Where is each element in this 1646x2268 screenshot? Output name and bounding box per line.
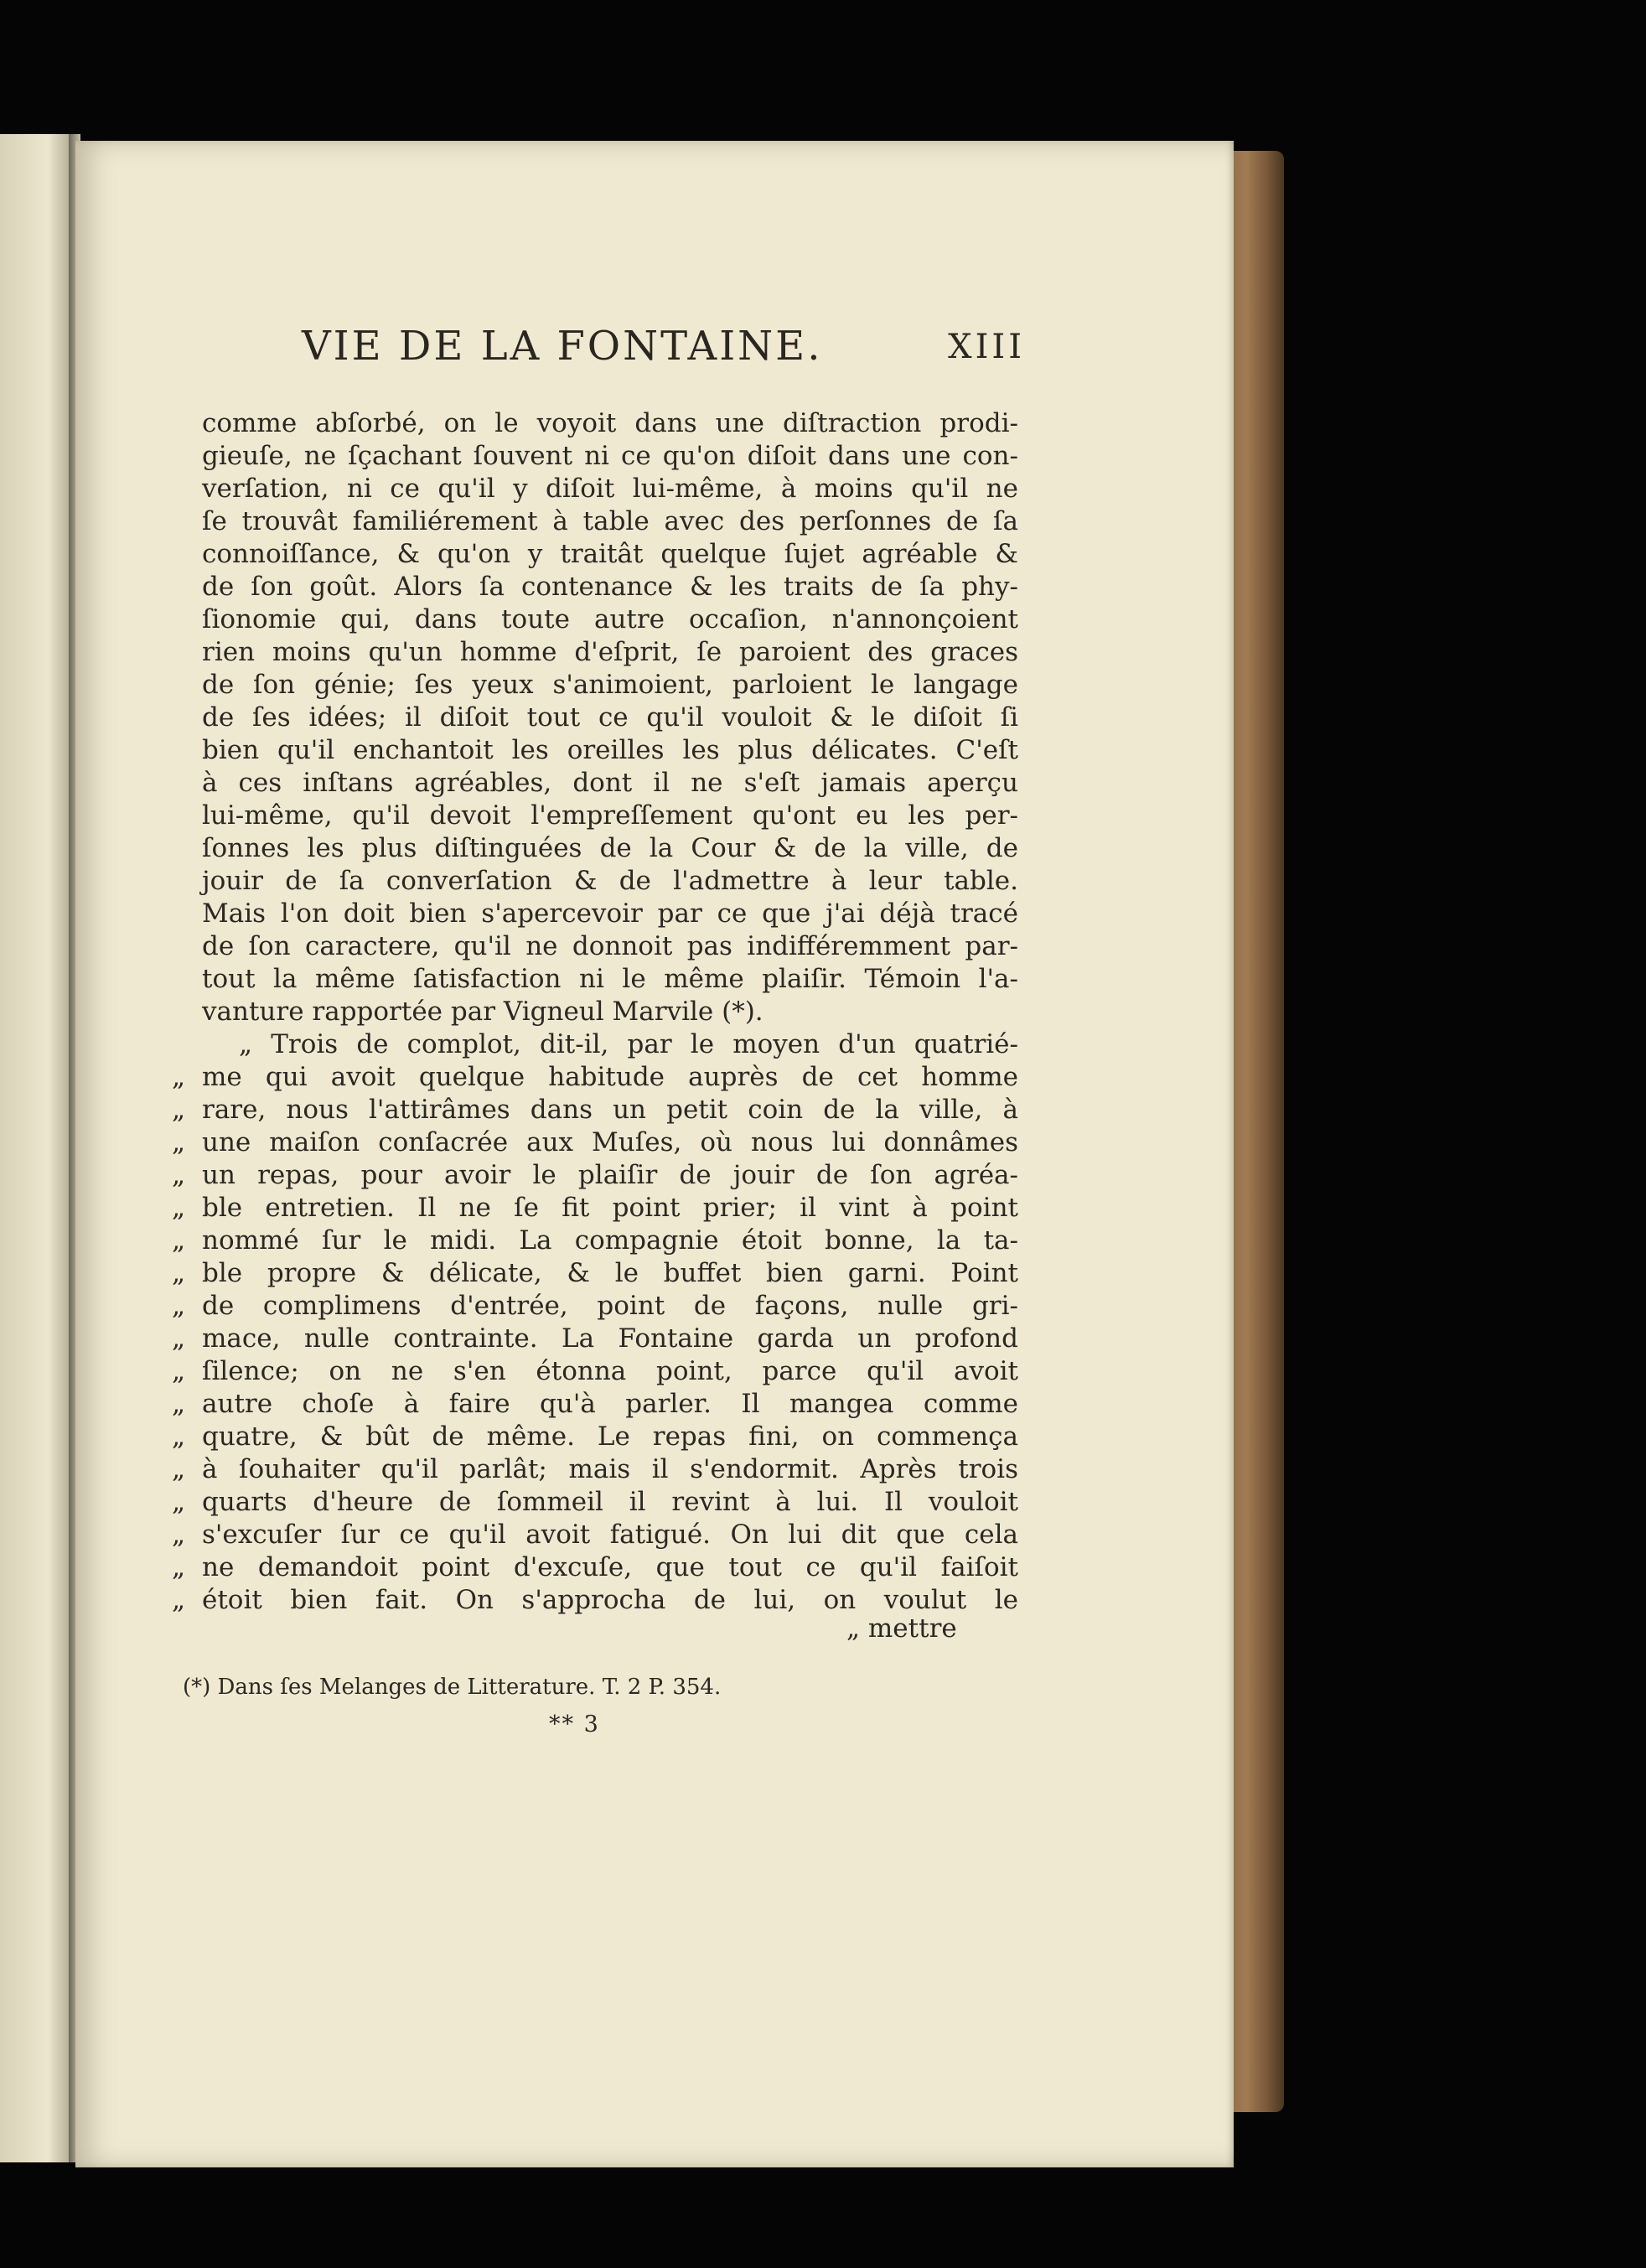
line-text: lui-même, qu'il devoit l'empreſſement qu'ont eu les per- — [202, 800, 1018, 831]
footnote: (*) Dans ſes Melanges de Litterature. T. 2 P. 354. — [183, 1675, 722, 1700]
line-text: de complimens d'entrée, point de façons, nulle gri- — [202, 1291, 1018, 1321]
text-line — [172, 1225, 1018, 1257]
quote-mark — [172, 571, 202, 603]
line-text: de ſon goût. Alors ſa contenance & les traits de ſa phy- — [202, 572, 1018, 602]
quote-mark: „ — [172, 1095, 186, 1125]
text-line — [172, 1126, 1018, 1159]
line-text: Mais l'on doit bien s'apercevoir par ce que j'ai déjà tracé — [202, 898, 1018, 929]
quote-mark: „ — [172, 1421, 186, 1452]
text-line — [172, 767, 1018, 800]
book-cover-edge — [1225, 151, 1284, 2112]
text-line — [172, 963, 1018, 996]
line-text: verſation, ni ce qu'il y diſoit lui-même, à moins qu'il ne — [202, 474, 1018, 504]
quote-mark — [172, 473, 202, 505]
quote-mark — [172, 767, 202, 800]
text-line — [172, 1257, 1018, 1290]
facing-page-edge — [0, 134, 69, 2162]
quote-mark — [172, 734, 202, 767]
text-line — [172, 1323, 1018, 1355]
text-line — [172, 603, 1018, 636]
quote-mark: „ — [172, 1356, 186, 1386]
line-text: de ſon génie; ſes yeux s'animoient, parloient le langage — [202, 670, 1018, 700]
line-text: ſionomie qui, dans toute autre occaſion, n'annonçoient — [202, 604, 1018, 634]
line-text: rare, nous l'attirâmes dans un petit coin de la ville, à — [202, 1095, 1018, 1125]
text-line — [172, 1192, 1018, 1225]
line-text: une maiſon conſacrée aux Muſes, où nous lui donnâmes — [202, 1127, 1018, 1157]
quote-mark: „ — [172, 1552, 186, 1582]
signature-mark: ** 3 — [549, 1711, 600, 1737]
quote-mark — [172, 636, 202, 669]
line-text: quatre, & bût de même. Le repas fini, on commença — [202, 1421, 1018, 1452]
quote-mark: „ — [172, 1258, 186, 1288]
text-line — [172, 440, 1018, 473]
line-text: de ſes idées; il diſoit tout ce qu'il vouloit & le diſoit ſi — [202, 702, 1018, 733]
text-line — [172, 1355, 1018, 1388]
text-line — [172, 865, 1018, 898]
quote-mark: „ — [172, 1225, 186, 1256]
quote-mark — [172, 407, 202, 440]
quote-mark: „ — [172, 1454, 186, 1484]
text-line — [172, 1486, 1018, 1519]
line-text: s'excuſer ſur ce qu'il avoit fatigué. On lui dit que cela — [202, 1520, 1018, 1550]
quote-mark: „ — [172, 1487, 186, 1517]
line-text: me qui avoit quelque habitude auprès de cet homme — [202, 1062, 1018, 1092]
line-text: bien qu'il enchantoit les oreilles les plus délicates. C'eſt — [202, 735, 1018, 765]
quote-mark: „ — [172, 1389, 186, 1419]
line-text: étoit bien fait. On s'approcha de lui, on voulut le — [202, 1585, 1018, 1615]
line-text: tout la même ſatisfaction ni le même plaiſir. Témoin l'a- — [202, 964, 1018, 994]
text-line — [172, 1290, 1018, 1323]
text-line — [172, 832, 1018, 865]
quote-mark — [172, 898, 202, 930]
line-text: à ſouhaiter qu'il parlât; mais il s'endormit. Après trois — [202, 1454, 1018, 1484]
quote-mark — [172, 963, 202, 996]
quote-mark: „ — [172, 1160, 186, 1190]
text-line — [172, 1094, 1018, 1126]
text-line — [172, 1453, 1018, 1486]
catchword: „ mettre — [846, 1613, 957, 1644]
text-line — [172, 702, 1018, 734]
quote-mark: „ — [172, 1193, 186, 1223]
line-text: ſilence; on ne s'en étonna point, parce qu'il avoit — [202, 1356, 1018, 1386]
quote-mark: „ — [172, 1291, 186, 1321]
quote-mark — [172, 1028, 202, 1061]
quote-mark — [172, 865, 202, 898]
quote-mark — [172, 930, 202, 963]
text-line — [172, 407, 1018, 440]
quote-mark — [172, 440, 202, 473]
text-line — [172, 996, 1018, 1028]
quote-mark: „ — [172, 1520, 186, 1550]
text-line — [172, 505, 1018, 538]
line-text: ble entretien. Il ne ſe fit point prier; il vint à point — [202, 1193, 1018, 1223]
line-text: de ſon caractere, qu'il ne donnoit pas indifféremment par- — [202, 931, 1018, 961]
line-text: rien moins qu'un homme d'eſprit, ſe paroient des graces — [202, 637, 1018, 667]
quote-mark — [172, 832, 202, 865]
quote-mark: „ — [172, 1323, 186, 1354]
text-line — [172, 1159, 1018, 1192]
quote-mark — [172, 603, 202, 636]
quote-mark: „ — [172, 1585, 186, 1615]
text-line — [172, 1551, 1018, 1584]
text-line — [172, 734, 1018, 767]
line-text: connoiſſance, & qu'on y traitât quelque ſujet agréable & — [202, 539, 1018, 569]
quote-mark: „ — [172, 1127, 186, 1157]
line-text: ble propre & délicate, & le buffet bien garni. Point — [202, 1258, 1018, 1288]
page-number: XIII — [948, 328, 1025, 366]
quote-mark — [172, 800, 202, 832]
quote-mark — [172, 702, 202, 734]
text-line — [172, 538, 1018, 571]
line-text: quarts d'heure de ſommeil il revint à lui. Il vouloit — [202, 1487, 1018, 1517]
text-line — [172, 1584, 1018, 1617]
line-text: à ces inſtans agréables, dont il ne s'eſt jamais aperçu — [202, 768, 1018, 798]
text-line — [172, 473, 1018, 505]
quote-mark — [172, 538, 202, 571]
text-line — [172, 1028, 1018, 1061]
line-text: gieuſe, ne ſçachant ſouvent ni ce qu'on diſoit dans une con- — [202, 441, 1018, 471]
line-text: ſonnes les plus diſtinguées de la Cour & de la ville, de — [202, 833, 1018, 863]
running-title: VIE DE LA FONTAINE. — [302, 323, 823, 370]
text-line — [172, 930, 1018, 963]
text-line — [172, 1421, 1018, 1453]
line-text: ſe trouvât familiérement à table avec des perſonnes de ſa — [202, 506, 1018, 536]
line-text: autre choſe à faire qu'à parler. Il mangea comme — [202, 1389, 1018, 1419]
text-line — [172, 1388, 1018, 1421]
quote-mark — [172, 505, 202, 538]
quote-mark: „ — [172, 1062, 186, 1092]
text-line — [172, 571, 1018, 603]
text-line — [172, 636, 1018, 669]
quote-mark — [172, 996, 202, 1028]
text-line — [172, 1519, 1018, 1551]
line-text: vanture rapportée par Vigneul Marvile (*). — [202, 997, 763, 1027]
running-head — [225, 323, 1025, 381]
line-text: un repas, pour avoir le plaiſir de jouir de ſon agréa- — [202, 1160, 1018, 1190]
text-line — [172, 1061, 1018, 1094]
line-text: ne demandoit point d'excuſe, que tout ce qu'il faiſoit — [202, 1552, 1018, 1582]
text-line — [172, 898, 1018, 930]
text-line — [172, 669, 1018, 702]
line-text: jouir de ſa converſation & de l'admettre à leur table. — [202, 866, 1018, 896]
body-text — [172, 407, 1018, 1617]
line-text: „ Trois de complot, dit-il, par le moyen d'un quatrié- — [239, 1029, 1018, 1059]
line-text: comme abſorbé, on le voyoit dans une diſtraction prodi- — [202, 408, 1018, 438]
text-line — [172, 800, 1018, 832]
quote-mark — [172, 669, 202, 702]
line-text: mace, nulle contrainte. La Fontaine garda un profond — [202, 1323, 1018, 1354]
line-text: nommé ſur le midi. La compagnie étoit bonne, la ta- — [202, 1225, 1018, 1256]
